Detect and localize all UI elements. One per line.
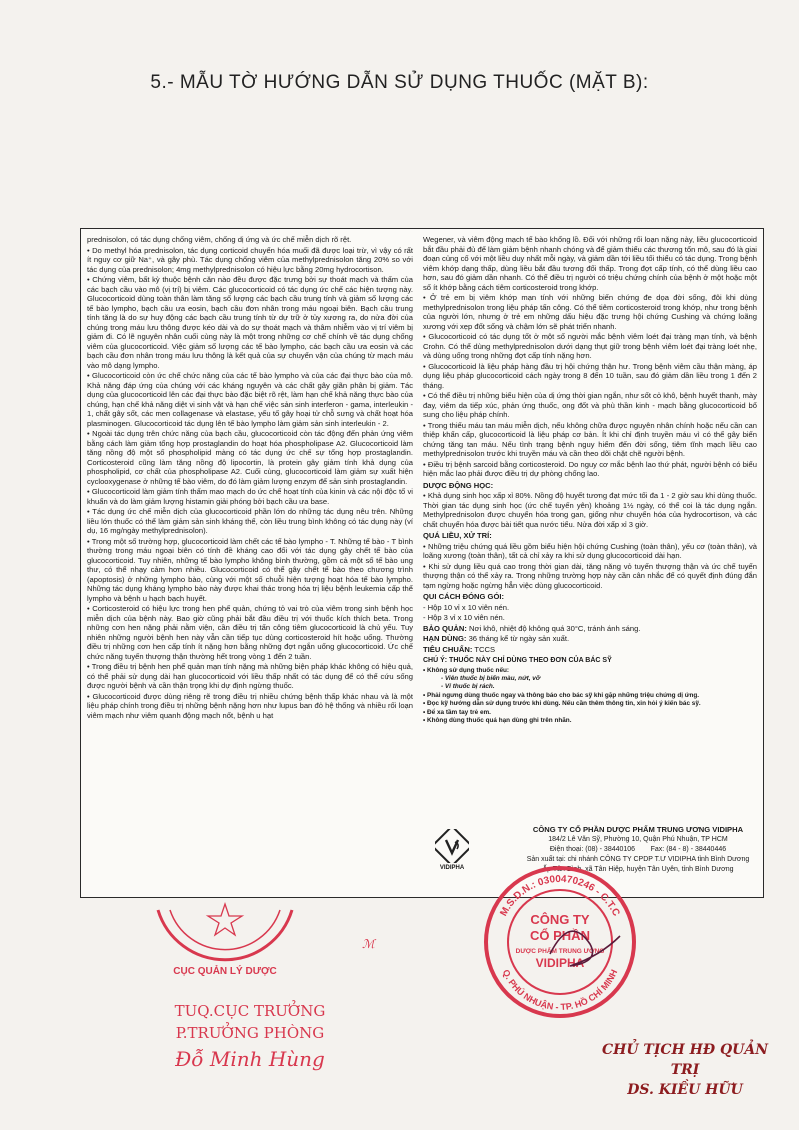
expiry-text: 36 tháng kể từ ngày sản xuất. xyxy=(468,634,570,643)
left-signature-subtitle: P.TRƯỞNG PHÒNG xyxy=(175,1024,325,1042)
warning-item: • Không dùng thuốc quá hạn dùng ghi trên nhãn. xyxy=(423,716,572,724)
paragraph: • Khả dụng sinh học xấp xỉ 80%. Nồng độ huyết tương đạt mức tối đa 1 - 2 giờ sau khi dùng thuốc. Thời gian tác dụng sinh học (ức chế tuyến yên) khoảng 1½ ngày, có thể coi là tác dụng ngắn. Methylprednisolon được chuyển hóa trong gan, giống như chuyển hóa của hydrocortison, và các chất chuyển hóa được bài tiết qua nước tiểu. Nửa đời xấp xỉ 3 giờ. xyxy=(423,491,757,529)
stamp-id: M.S.D.N.: 0300470246 - C.T.C xyxy=(498,873,622,919)
left-column xyxy=(87,235,413,893)
leaflet-panel xyxy=(80,228,764,898)
storage-text: Nơi khô, nhiệt độ không quá 30°C, tránh ánh sáng. xyxy=(469,623,641,633)
warning-item: • Để xa tầm tay trẻ em. xyxy=(423,708,491,716)
company-logo xyxy=(423,829,481,871)
vidipha-logo-icon xyxy=(435,829,469,863)
storage-label: BẢO QUẢN: xyxy=(423,623,467,633)
paragraph: prednisolon, có tác dụng chống viêm, chống dị ứng và ức chế miễn dịch rõ rệt. xyxy=(87,235,352,244)
stamp-line: CÔNG TY xyxy=(530,912,590,927)
standard-label: TIÊU CHUẨN: xyxy=(423,644,473,654)
list-item: - Hộp 10 vỉ x 10 viên nén. xyxy=(423,602,510,612)
paragraph: • Ngoài tác dụng trên chức năng của bạch cầu, glucocorticoid còn tác động đến phản ứng viêm bằng cách làm giảm tổng hợp prostaglandin do hoạt hóa phospholipase A2. Glucocorticoid làm tăng nồng độ một số phospholipid màng có tác dụng ức chế sự tổng hợp prostaglandin. Corticosteroid cũng làm tăng nồng độ lipocortin, là protein gây giảm tính khả dụng của phospholipid, cơ chất của phospholipase A2. Cuối cùng, glucocorticoid làm giảm sự xuất hiện cyclooxygenase ở những tế bào viêm, do đó làm giảm lượng enzym để sản sinh prostaglandin. xyxy=(87,429,413,486)
paragraph: • Khi sử dụng liều quá cao trong thời gian dài, tăng năng vỏ tuyến thượng thận và ức chế tuyến thượng thận có thể xảy ra. Trong những trường hợp này cần cân nhắc để có quyết định đúng đắn tạm ngừng hoặc ngừng hẳn việc dùng glucocorticoid. xyxy=(423,561,757,590)
company-contact xyxy=(519,845,757,855)
paragraph: • Điều trị bệnh sarcoid bằng corticosteroid. Do nguy cơ mắc bệnh lao thứ phát, người bệnh có biểu hiện mắc lao phải được điều trị dự phòng chống lao. xyxy=(423,459,757,478)
paragraph: • Glucocorticoid làm giảm tính thấm mao mạch do ức chế hoạt tính của kinin và các nội độc tố vi khuẩn và do làm giảm lượng histamin giải phóng bởi bạch cầu ưa base. xyxy=(87,487,413,506)
company-address: 184/2 Lê Văn Sỹ, Phường 10, Quận Phú Nhuận, TP HCM xyxy=(548,836,728,843)
company-stamp xyxy=(480,862,640,1022)
stamp-line: DƯỢC PHẨM TRUNG ƯƠNG xyxy=(515,948,605,955)
initials-mark: ℳ xyxy=(362,937,375,951)
packaging-heading: QUI CÁCH ĐÓNG GÓI: xyxy=(423,592,504,601)
left-signature-name: Đỗ Minh Hùng xyxy=(175,1047,325,1071)
left-signature-title: TUQ.CỤC TRƯỞNG xyxy=(174,1002,326,1020)
paragraph: • Trong một số trường hợp, glucocorticoid làm chết các tế bào lympho - T. Những tế bào - T bình thường trong máu ngoại biên có tính đề kháng cao đối với tác dụng gây chết tế bào của glucocorticoid. Tuy nhiên, những tế bào lympho không bình thường, gồm cả một số tế bào ung thư, có thể nhạy cảm hơn nhiều. Glucocorticoid có thể gây chết tế bào theo chương trình (apoptosis) ở những lympho bào, cùng với một số chuỗi hiện tượng hoạt hóa tế bào lympho. Những tác dụng kháng lympho bào này được khai thác trong hóa trị liệu bệnh leukemia cấp thể lympho và bệnh u hạch bạch huyết. xyxy=(87,536,413,603)
company-fax: Fax: (84 - 8) - 38440446 xyxy=(650,846,727,853)
stamp-ring: Q. PHÚ NHUẬN - TP. HỒ CHÍ MINH xyxy=(500,967,620,1013)
paragraph: • Do methyl hóa prednisolon, tác dụng corticoid chuyển hóa muối đã được loại trừ, vì vậy có rất ít nguy cơ giữ Na⁺, và gây phù. Tác dụng chống viêm của methylprednisolon tăng 20% so với tác dụng của prednisolon; 4mg methylprednisolon có hiệu lực bằng 20mg hydrocortison. xyxy=(87,245,413,274)
company-phone: Điện thoại: (08) - 38440106 xyxy=(549,846,636,853)
left-signature-block xyxy=(150,1000,350,1070)
warning-item: - Vỉ thuốc bị rách. xyxy=(441,683,495,691)
stamp-line: CỔ PHẦN xyxy=(530,928,590,943)
paragraph: • Corticosteroid có hiệu lực trong hen phế quản, chứng tỏ vai trò của viêm trong sinh bệnh học miễn dịch của bệnh này. Bao giờ cũng phải bắt đầu điều trị với thuốc kích thích beta. Trong những cơn hen nặng phải nằm viện, cần điều trị tấn công tiêm glucocorticoid là chủ yếu. Tuy nhiên những người bệnh hen này vẫn cần tiếp tục dùng corticosteroid hít hoặc uống. Thường điều trị những cơn hen cấp tính ít nặng hơn bằng những đợt ngắn uống glucocorticoid. Ức chế chức năng tuyến thượng thận thường hết trong vòng 1 đến 2 tuần. xyxy=(87,604,413,661)
paragraph: • Glucocorticoid có tác dụng tốt ở một số người mắc bệnh viêm loét đại tràng mạn tính, và bệnh Crohn. Có thể dùng methylprednisolon dưới dạng thụt giữ trong bệnh viêm loét đại tràng loét nhẹ, và dùng uống trong những đợt cấp tính nặng hơn. xyxy=(423,332,757,360)
expiry-line xyxy=(423,634,757,644)
list-item: - Hộp 3 vỉ x 10 viên nén. xyxy=(423,613,505,622)
stamp-line: VIDIPHA xyxy=(535,956,585,970)
dav-stamp xyxy=(150,890,300,990)
paragraph: • Trong điều trị bệnh hen phế quản mạn tính nặng mà những biện pháp khác không có hiệu quả, có thể phải sử dụng dài hạn glucocorticoid với liều thấp nhất có tác dụng để có thể cứu sống được người bệnh và cần thận trọng khi dự định ngừng thuốc. xyxy=(87,662,413,690)
page-title: 5.- MẪU TỜ HƯỚNG DẪN SỬ DỤNG THUỐC (MẶT B): xyxy=(150,72,649,93)
paragraph: • Chứng viêm, bất kỳ thuộc bệnh căn nào đều được đặc trưng bởi sự thoát mạch và thấm của các bạch cầu vào mô (vị trí) bị viêm. Các glucocorticoid có tác dụng ức chế các hiện tượng này. Glucocorticoid dùng toàn thân làm tăng số lượng các bạch cầu trung tính và giảm số lượng các tế bào lympho, bạch cầu ưa eosin, bạch cầu đơn nhân trong máu ngoại biên. Bạch cầu trung tính tăng là do sự huy động các bạch cầu trung tính từ dự trữ ở tủy xương ra, do nửa đời của chúng trong máu lưu thông được kéo dài và do sự thoát mạch và thâm nhiễm vào vị trí viêm bị giảm đi. Có lẽ nguyên nhân cuối cùng này là một trong những cơ chế chính về tác dụng chống viêm của glucocorticoid. Việc giảm số lượng các tế bào lympho, các bạch cầu ưa eosin và các bạch cầu đơn nhân trong máu lưu thông là kết quả của sự chuyển vận của chúng từ mạch máu vào mô dạng lympho. xyxy=(87,275,413,370)
logo-label: VIDIPHA xyxy=(439,865,465,871)
expiry-label: HẠN DÙNG: xyxy=(423,634,467,643)
paragraph: • Trong thiếu máu tan máu miễn dịch, nếu không chữa được nguyên nhân chính hoặc nếu cần can thiệp khẩn cấp, glucocorticoid là liệu pháp cơ bản. Ít khi chỉ định truyền máu vì có thể gây biến chứng tăng tan máu. Nếu tình trạng bệnh nguy hiểm đến đời sống, tiêm tĩnh mạch liều cao methylprednisolon trước khi truyền máu và cần theo dõi chặt chẽ người bệnh. xyxy=(423,420,757,458)
overdose-heading: QUÁ LIỀU, XỬ TRÍ: xyxy=(423,531,492,540)
right-signature-title: CHỦ TỊCH HĐ QUẢN TRỊ xyxy=(601,1042,769,1078)
paragraph: • Glucocorticoid được dùng riêng rẽ trong điều trị nhiều chứng bệnh thấp khác nhau và là một liệu pháp chính trong điều trị những bệnh nặng hơn như lupus ban đỏ hệ thống và nhiều rối loạn viêm mạch như viêm quanh động mạch nốt, bệnh u hạt xyxy=(87,691,413,720)
warning-item: - Viên thuốc bị biến màu, nứt, vỡ xyxy=(441,674,541,682)
warnings-list xyxy=(423,667,757,726)
warning-title: CHÚ Ý: THUỐC NÀY CHỈ DÙNG THEO ĐƠN CỦA BÁC SỸ xyxy=(423,657,612,664)
warning-item: • Không sử dụng thuốc nếu: xyxy=(423,666,510,674)
stamp-text: CỤC QUẢN LÝ DƯỢC xyxy=(173,966,277,977)
paragraph: • Có thể điều trị những biểu hiện của dị ứng thời gian ngắn, như sốt cỏ khô, bệnh huyết thanh, mày đay, viêm da tiếp xúc, phản ứng thuốc, ong đốt và phù thần kinh - mạch bằng glucocorticoid bổ sung cho liệu pháp chính. xyxy=(423,391,757,419)
company-factory-address: Ấp Tân Bình, xã Tân Hiệp, huyện Tân Uyên, tỉnh Bình Dương xyxy=(542,866,734,873)
company-factory: Sản xuất tại: chi nhánh CÔNG TY CPDP T.Ư VIDIPHA tỉnh Bình Dương xyxy=(526,856,750,863)
right-column xyxy=(423,235,757,893)
paragraph: • Tác dụng ức chế miễn dịch của glucocorticoid phần lớn do những tác dụng nêu trên. Những liều lớn thuốc có thể làm giảm sản sinh kháng thể, còn liều trung bình không có tác dụng này (ví dụ, 16 mg/ngày methylprednisolon). xyxy=(87,507,413,535)
storage-line xyxy=(423,624,757,634)
paragraph: • Glucocorticoid còn ức chế chức năng của các tế bào lympho và của các đại thực bào của mô. Khả năng đáp ứng của chúng với các kháng nguyên và các chất gây giãn phân bị giảm. Tác dụng của glucocorticoid lên các đại thực bào đặc biệt rõ rệt, làm hạn chế khả năng thực bào của chúng, hạn chế khả năng diệt vi sinh vật và hạn chế việc sản sinh interferon - gama, interleukin - 1, chất gây sốt, các men collagenase và elastase, yếu tố gây hoại tử chỗ sưng và chất hoạt hóa plasminogen. Glucocorticoid tác dụng lên tế bào lympho làm giảm sản sinh interleukin - 2. xyxy=(87,371,413,428)
paragraph: Wegener, và viêm động mạch tế bào khổng lồ. Đối với những rối loạn nặng này, liều glucocorticoid bắt đầu phải đủ để làm giảm bệnh nhanh chóng và để giảm thiểu các thương tổn mô, sau đó là giai đoạn củng cố với một liều duy nhất mỗi ngày, và giảm dần tới liều tối thiểu có tác dụng. Trong bệnh viêm khớp dạng thấp, dùng liều bắt đầu tương đối thấp. Trong đợt cấp tính, có thể dùng liều cao hơn, sau đó giảm dần nhanh. Có thể điều trị người có triệu chứng chính của bệnh ở một hoặc một số ít khớp bằng cách tiêm corticosteroid trong khớp. xyxy=(423,235,757,292)
warning-item: • Đọc kỹ hướng dẫn sử dụng trước khi dùng. Nếu cần thêm thông tin, xin hỏi ý kiến bác sỹ. xyxy=(423,700,701,708)
right-signature-name: DS. KIỀU HỮU xyxy=(627,1082,743,1098)
paragraph: • Glucocorticoid là liệu pháp hàng đầu trị hội chứng thận hư. Trong bệnh viêm cầu thận màng, áp dụng liệu pháp glucocorticoid cách ngày trong 8 đến 10 tuần, sau đó giảm dần liều trong 1 đến 2 tháng. xyxy=(423,361,757,390)
company-name: CÔNG TY CỔ PHẦN DƯỢC PHẨM TRUNG ƯƠNG VIDIPHA xyxy=(532,825,744,834)
right-signature-block xyxy=(600,1040,770,1100)
paragraph: • Ở trẻ em bị viêm khớp mạn tính với những biến chứng đe dọa đời sống, đôi khi dùng methylprednisolon trong liệu pháp tấn công. Có thể tiêm corticosteroid trong khớp, như trong bệnh của người lớn, nhưng ở trẻ em những dấu hiệu đặc trưng hội chứng Cushing và chứng loãng xương với xẹp đốt sống và chậm lớn sẽ phát triển nhanh. xyxy=(423,293,757,331)
warning-item: • Phải ngưng dùng thuốc ngay và thông báo cho bác sỹ khi gặp những triệu chứng dị ứng. xyxy=(423,691,700,699)
standard-line xyxy=(423,645,757,655)
paragraph: • Những triệu chứng quá liều gồm biểu hiện hội chứng Cushing (toàn thân), yếu cơ (toàn thân), và loãng xương (toàn thân), tất cả chỉ xảy ra khi sử dụng glucocorticoid dài hạn. xyxy=(423,541,757,560)
pharmacokinetics-heading: DƯỢC ĐỘNG HỌC: xyxy=(423,480,494,490)
standard-text: TCCS xyxy=(474,644,496,654)
